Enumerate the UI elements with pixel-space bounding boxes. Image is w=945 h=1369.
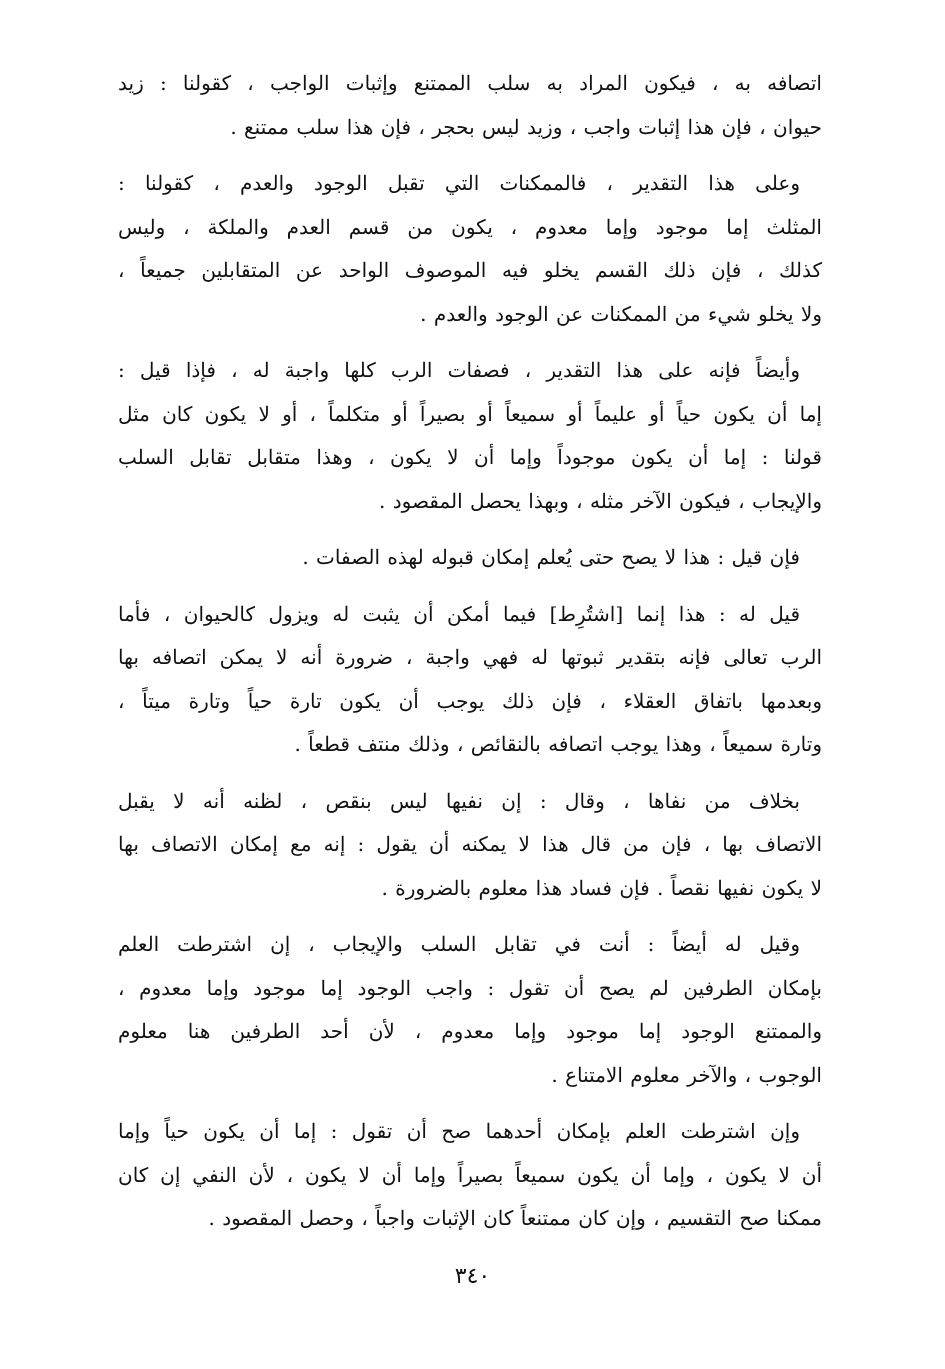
text-line: لا يكون نفيها نقصاً . فإن فساد هذا معلوم بالضرورة . <box>381 875 822 900</box>
text-line: وإن اشترطت العلم بإمكان أحدهما صح أن تقول : إما أن يكون حياً وإما <box>118 1119 800 1143</box>
text-line: قولنا : إما أن يكون موجوداً وإما أن لا يكون ، وهذا متقابل تقابل السلب <box>118 445 822 469</box>
page-number: ٣٤٠ <box>454 1264 491 1289</box>
text-line: ممكنا صح التقسيم ، وإن كان ممتنعاً كان الإثبات واجباً ، وحصل المقصود . <box>208 1206 822 1230</box>
text-line: بخلاف من نفاها ، وقال : إن نفيها ليس بنقص ، لظنه أنه لا يقبل <box>118 788 800 813</box>
text-line: إما أن يكون حياً أو عليماً أو سميعاً أو بصيراً أو متكلماً ، أو لا يكون كان مثل <box>118 401 822 426</box>
paragraph <box>118 1110 822 1241</box>
text-line: قيل له : هذا إنما [اشتُرِط] فيما أمكن أن يثبت له ويزول كالحيوان ، فأما <box>118 601 800 626</box>
text-line: الاتصاف بها ، فإن من قال هذا لا يمكنه أن يقول : إنه مع إمكان الاتصاف بها <box>118 832 822 856</box>
paragraph <box>118 923 822 1097</box>
text-line: وعلى هذا التقدير ، فالممكنات التي تقبل الوجود والعدم ، كقولنا : <box>118 171 800 195</box>
text-line: والإيجاب ، فيكون الآخر مثله ، وبهذا يحصل المقصود . <box>379 488 822 513</box>
paragraph <box>118 536 822 580</box>
text-line: أن لا يكون ، وإما أن يكون سميعاً بصيراً وإما أن لا يكون ، لأن النفي إن كان <box>118 1162 822 1187</box>
text-line: الرب تعالى فإنه بتقدير ثبوتها له فهي واجبة ، ضرورة أنه لا يمكن اتصافه بها <box>118 645 822 669</box>
text-line: والممتنع الوجود إما موجود وإما معدوم ، لأن أحد الطرفين هنا معلوم <box>118 1019 822 1043</box>
paragraph <box>118 780 822 911</box>
text-line: الوجوب ، والآخر معلوم الامتناع . <box>551 1062 822 1087</box>
text-line: اتصافه به ، فيكون المراد به سلب الممتنع وإثبات الواجب ، كقولنا : زيد <box>118 71 822 95</box>
paragraph <box>118 162 822 336</box>
paragraph <box>118 349 822 523</box>
text-line: ولا يخلو شيء من الممكنات عن الوجود والعدم . <box>420 301 822 326</box>
text-line: وقيل له أيضاً : أنت في تقابل السلب والإيجاب ، إن اشترطت العلم <box>118 932 800 956</box>
text-line: فإن قيل : هذا لا يصح حتى يُعلم إمكان قبوله لهذه الصفات . <box>302 545 800 569</box>
text-line: وبعدمها باتفاق العقلاء ، فإن ذلك يوجب أن يكون تارة حياً وتارة ميتاً ، <box>118 688 822 713</box>
text-line: وتارة سميعاً ، وهذا يوجب اتصافه بالنقائص ، وذلك منتف قطعاً . <box>294 732 822 756</box>
paragraph <box>118 593 822 767</box>
text-line: وأيضاً فإنه على هذا التقدير ، فصفات الرب كلها واجبة له ، فإذا قيل : <box>118 358 800 382</box>
page-body <box>118 62 822 1254</box>
paragraph <box>118 62 822 149</box>
text-line: حيوان ، فإن هذا إثبات واجب ، وزيد ليس بحجر ، فإن هذا سلب ممتنع . <box>230 114 822 139</box>
text-line: بإمكان الطرفين لم يصح أن تقول : واجب الوجود إما موجود وإما معدوم ، <box>118 975 822 1000</box>
text-line: كذلك ، فإن ذلك القسم يخلو فيه الموصوف الواحد عن المتقابلين جميعاً ، <box>118 258 822 282</box>
text-line: المثلث إما موجود وإما معدوم ، يكون من قسم العدم والملكة ، وليس <box>118 214 822 239</box>
